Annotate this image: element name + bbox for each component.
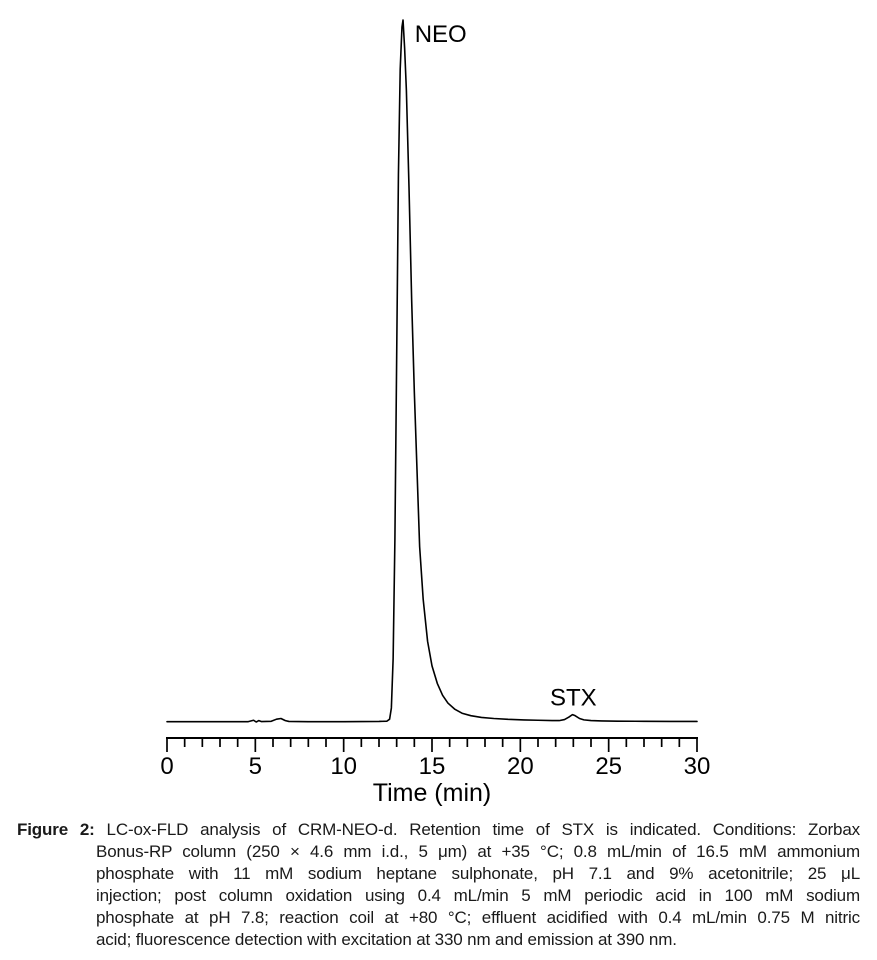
x-axis-title: Time (min) <box>372 779 492 807</box>
caption-line: phosphate with 11 mM sodium heptane sulphonate, pH 7.1 and 9% acetonitrile; 25 μL <box>96 864 860 883</box>
chromatogram-trace <box>167 20 697 722</box>
peak-label-stx: STX <box>549 684 597 712</box>
x-tick-label: 25 <box>595 753 623 780</box>
x-tick-label: 15 <box>418 753 446 780</box>
caption-line: acid; fluorescence detection with excitation at 330 nm and emission at 390 nm. <box>96 930 677 949</box>
caption-line: Bonus-RP column (250 × 4.6 mm i.d., 5 μm) at +35 °C; 0.8 mL/min of 16.5 mM ammonium <box>96 842 860 861</box>
figure-caption <box>17 819 860 951</box>
x-tick-label: 20 <box>506 753 534 780</box>
caption-line <box>17 819 860 841</box>
peak-label-neo: NEO <box>414 21 467 48</box>
x-tick-label: 10 <box>330 753 358 780</box>
caption-line: injection; post column oxidation using 0.4 mL/min 5 mM periodic acid in 100 mM sodium <box>96 886 860 905</box>
x-tick-label: 5 <box>248 753 263 780</box>
caption-text: LC-ox-FLD analysis of CRM-NEO-d. Retention time of STX is indicated. Conditions: Zorbax <box>106 820 861 839</box>
x-tick-label: 0 <box>160 753 174 780</box>
caption-line: phosphate at pH 7.8; reaction coil at +80 °C; effluent acidified with 0.4 mL/min 0.75 M nitric <box>96 908 860 927</box>
x-tick-label: 30 <box>683 753 711 780</box>
caption-figure-label: Figure 2: <box>17 820 95 839</box>
